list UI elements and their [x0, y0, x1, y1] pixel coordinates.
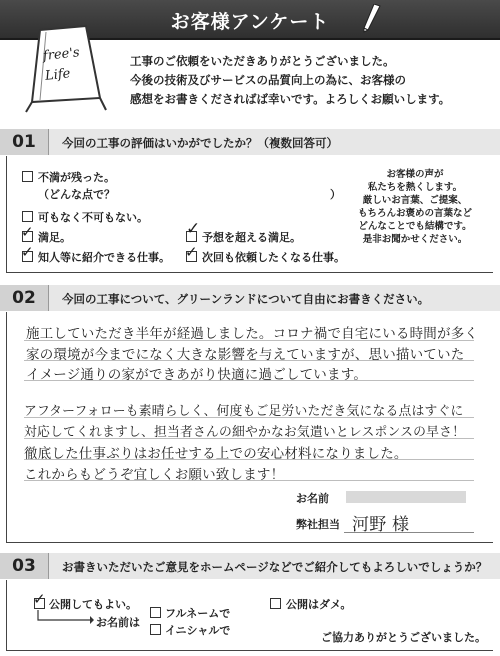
thanks-text: ご協力ありがとうございました。 — [321, 631, 486, 644]
check-mark-icon: ✓ — [21, 223, 34, 241]
option-label: （どんな点で？ — [38, 188, 115, 201]
option-label: 知人等に紹介できる仕事。 — [38, 251, 170, 264]
section-question: 今回の工事の評価はいかがでしたか？（複数回答可） — [62, 136, 338, 150]
check-mark-icon: ✓ — [185, 243, 198, 261]
handwritten-answer-line: これからもどうぞ宜しくお願い致します！ — [24, 467, 285, 483]
option-label: 次回も依頼したくなる仕事。 — [202, 251, 345, 264]
intro-line: 今後の技術及びサービスの品質向上の為に、お客様の — [130, 73, 406, 87]
staff-name: 河野 様 — [352, 515, 410, 535]
checkbox-deny-publish[interactable] — [270, 598, 281, 609]
pencil-icon — [360, 4, 382, 34]
voice-line: 是非お聞かせください。 — [362, 234, 468, 245]
option-label: 可もなく不可もない。 — [38, 211, 148, 224]
handwritten-answer-line: 施工していただき半年が経過しました。コロナ禍で自宅にいる時間が多く — [26, 326, 479, 342]
voice-line: 私たちを熱くします。 — [367, 182, 463, 193]
handwritten-answer-line: アフターフォローも素晴らしく、何度もご足労いただき気になる点はすぐに — [24, 404, 464, 419]
section-question: お書きいただいたご意見をホームページなどでご紹介してもよろしいでしょうか？ — [62, 560, 488, 574]
check-mark-icon: ✓ — [21, 243, 34, 261]
page-title: お客様アンケート — [170, 11, 330, 33]
handwritten-answer-line: イメージ通りの家ができあがり快適に過ごしています。 — [26, 367, 368, 383]
option-label: イニシャルで — [165, 624, 231, 637]
option-label: 公開はダメ。 — [286, 598, 352, 611]
checkbox-dissatisfied[interactable] — [22, 171, 33, 182]
intro-text — [130, 52, 450, 109]
section-03-header — [0, 553, 500, 579]
option-label: 満足。 — [38, 231, 71, 244]
name-label: お名前 — [296, 492, 329, 505]
name-format-label: お名前は — [96, 616, 140, 629]
section-question: 今回の工事について、グリーンランドについて自由にお書きください。 — [62, 292, 430, 306]
logo-signboard — [18, 24, 113, 118]
section-number: 01 — [12, 132, 36, 152]
voice-line: 厳しいお言葉、ご提案、 — [362, 195, 468, 206]
voice-line: お客様の声が — [386, 169, 444, 180]
checkbox-neutral[interactable] — [22, 211, 33, 222]
handwritten-answer-line: 対応してくれますし、担当者さんの細やかなお気遣いとレスポンスの早さ！ — [24, 425, 466, 440]
voice-note — [340, 168, 490, 246]
checkbox-initials[interactable] — [150, 624, 161, 635]
signature-line — [344, 532, 474, 533]
intro-line: 感想をお書きくださればば幸いです。よろしくお願いします。 — [130, 92, 451, 106]
handwritten-answer-line: 徹底した仕事ぶりはお任せする上での安心材料になりました。 — [24, 446, 408, 462]
option-label: 予想を超える満足。 — [202, 231, 301, 244]
name-redacted — [346, 491, 466, 503]
option-label: 公開してもよい。 — [49, 598, 137, 611]
option-label: フルネームで — [165, 607, 231, 620]
handwritten-answer-line: 家の環境が今までになく大きな影響を与えていますが、思い描いていた — [26, 347, 465, 363]
section-02-header — [0, 285, 500, 311]
option-label: 不満が残った。 — [38, 171, 115, 184]
check-mark-icon: ✓ — [186, 219, 201, 239]
voice-line: どんなことでも結構です。 — [358, 221, 472, 232]
intro-line: 工事のご依頼をいただきありがとうございました。 — [130, 54, 395, 68]
close-paren: ） — [330, 188, 341, 201]
section-01-header — [0, 129, 500, 155]
arrow-right-icon — [34, 610, 94, 626]
logo-text: free's Life — [42, 45, 81, 84]
voice-line: もちろんお褒めの言葉など — [357, 208, 472, 219]
section-number: 03 — [12, 556, 36, 576]
section-number: 02 — [12, 288, 36, 308]
staff-label: 弊社担当 — [296, 518, 340, 531]
checkbox-full-name[interactable] — [150, 607, 161, 618]
check-mark-icon: ✓ — [33, 590, 46, 608]
